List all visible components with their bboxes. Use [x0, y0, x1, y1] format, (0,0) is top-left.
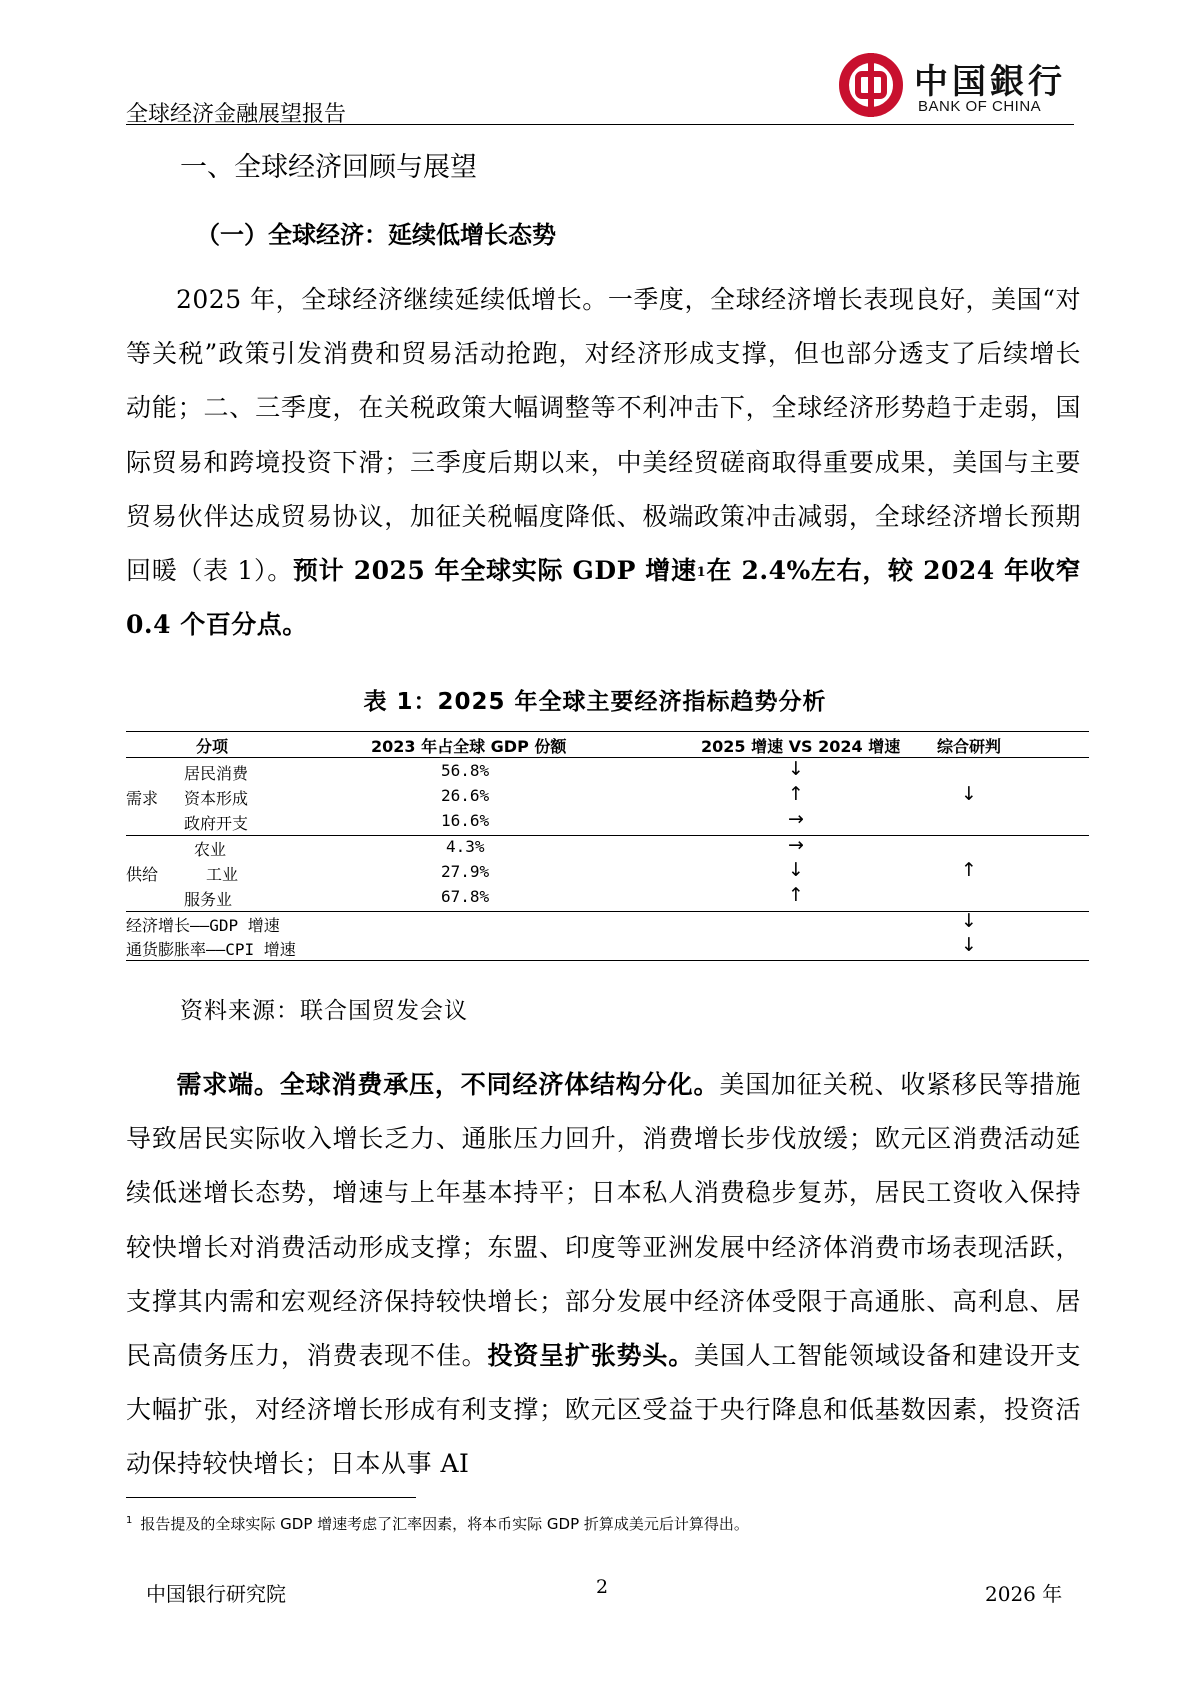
header-divider	[126, 124, 1074, 125]
header-share: 2023 年占全球 GDP 份额	[371, 737, 567, 756]
group-label-supply: 供给	[126, 865, 159, 884]
footnote-reference[interactable]: 1	[696, 565, 707, 581]
row-name: 资本形成	[184, 789, 249, 808]
footnote	[126, 1513, 749, 1534]
paragraph-2-text-a: 美国加征关税、收紧移民等措施导致居民实际收入增长乏力、通胀压力回升，消费增长步伐放缓；欧元区消费活动延续低迷增长态势，增速与上年基本持平；日本私人消费稳步复苏，居民工资收入保持较快增长对消费活动形成支撑；东盟、印度等亚洲发展中经济体消费市场表现活跃，支撑其内需和宏观经济保持较快增长；部分发展中经济体受限于高通胀、高利息、居民高债务压力，消费表现不佳。	[126, 1070, 1081, 1371]
row-share: 56.8%	[441, 761, 490, 780]
row-trend: ↑	[788, 783, 804, 805]
paragraph-2-bold-b: 投资呈扩张势头。	[487, 1341, 695, 1371]
paragraph-1-bold-a: 预计 2025 年全球实际 GDP 增速	[292, 556, 697, 586]
indicator-table	[126, 731, 1089, 981]
table-source: 资料来源：联合国贸发会议	[180, 998, 468, 1024]
page-number: 2	[596, 1576, 609, 1598]
table-group-rule	[126, 911, 1089, 912]
row-share: 4.3%	[446, 837, 485, 856]
row-name: 政府开支	[184, 814, 249, 833]
row-share: 27.9%	[441, 862, 490, 881]
row-share: 67.8%	[441, 887, 490, 906]
footer-organization: 中国银行研究院	[146, 1582, 286, 1606]
row-name: 服务业	[184, 890, 233, 909]
row-trend: →	[788, 808, 804, 830]
paragraph-1-bold-b: 在 2.4%左右，较 2024 年收窄 0.4 个百分点。	[126, 556, 1081, 640]
section-subheading: （一）全球经济：延续低增长态势	[196, 221, 556, 249]
row-trend: ↓	[788, 859, 804, 881]
paragraph-2-text-b: 美国人工智能领域设备和建设开支大幅扩张，对经济增长形成有利支撑；欧元区受益于央行降息和低基数因素，投资活动保持较快增长；日本从事 AI	[126, 1341, 1081, 1479]
row-name: 经济增长——GDP 增速	[126, 916, 280, 935]
footnote-number: 1	[126, 1515, 133, 1526]
logo-chinese-text: 中国銀行	[914, 62, 1066, 102]
logo-english-text: BANK OF CHINA	[918, 98, 1042, 115]
row-overall: ↓	[961, 910, 977, 932]
overall-demand: ↓	[961, 783, 977, 805]
paragraph-2-bold-a: 需求端。全球消费承压，不同经济体结构分化。	[176, 1070, 720, 1099]
row-share: 26.6%	[441, 786, 490, 805]
row-name: 通货膨胀率——CPI 增速	[126, 940, 296, 959]
table-bottom-rule	[126, 960, 1089, 961]
overall-supply: ↑	[961, 859, 977, 881]
table-header-rule	[126, 757, 1089, 758]
body-paragraph-2	[126, 1058, 1081, 1492]
row-trend: →	[788, 834, 804, 856]
body-paragraph-1	[126, 273, 1081, 652]
row-share: 16.6%	[441, 811, 490, 830]
footer-year: 2026 年	[985, 1582, 1063, 1606]
row-trend: ↓	[788, 758, 804, 780]
bank-of-china-emblem-icon	[838, 52, 904, 118]
row-name: 居民消费	[184, 764, 249, 783]
footnote-text: 报告提及的全球实际 GDP 增速考虑了汇率因素，将本币实际 GDP 折算成美元后计算得出。	[140, 1515, 749, 1533]
row-name: 工业	[206, 865, 239, 884]
table-group-rule	[126, 835, 1089, 836]
bank-of-china-logo	[838, 52, 1078, 122]
group-label-demand: 需求	[126, 789, 159, 808]
table-top-rule	[126, 731, 1089, 732]
report-title: 全球经济金融展望报告	[126, 102, 347, 127]
paragraph-1-text: 2025 年，全球经济继续延续低增长。一季度，全球经济增长表现良好，美国“对等关税”政策引发消费和贸易活动抢跑，对经济形成支撑，但也部分透支了后续增长动能；二、三季度，在关税政策大幅调整等不利冲击下，全球经济形势趋于走弱，国际贸易和跨境投资下滑；三季度后期以来，中美经贸磋商取得重要成果，美国与主要贸易伙伴达成贸易协议，加征关税幅度降低、极端政策冲击减弱，全球经济增长预期回暖（表 1）。	[126, 285, 1081, 586]
section-heading: 一、全球经济回顾与展望	[180, 152, 477, 183]
table-title: 表 1：2025 年全球主要经济指标趋势分析	[363, 689, 827, 715]
header-overall: 综合研判	[937, 737, 1002, 756]
row-name: 农业	[194, 840, 227, 859]
row-overall: ↓	[961, 934, 977, 956]
header-trend: 2025 增速 VS 2024 增速	[701, 737, 901, 756]
row-trend: ↑	[788, 884, 804, 906]
footnote-divider	[126, 1497, 416, 1498]
header-item: 分项	[196, 737, 229, 756]
